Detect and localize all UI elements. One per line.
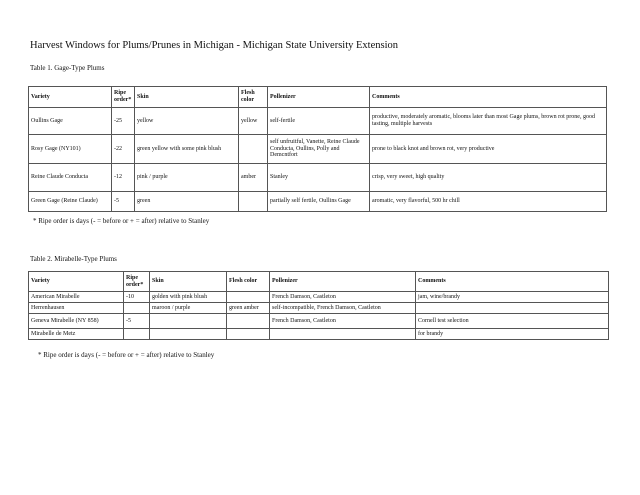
table-row xyxy=(29,135,607,164)
header-variety: Variety xyxy=(29,87,112,108)
header-variety: Variety xyxy=(29,272,124,292)
table2-caption: Table 2. Mirabelle-Type Plums xyxy=(30,255,117,263)
header-ripe-order: Ripe order* xyxy=(112,87,135,108)
cell-skin: maroon / purple xyxy=(150,303,227,314)
cell-variety: Herrenhausen xyxy=(29,303,124,314)
cell-skin xyxy=(150,314,227,329)
cell-ripe-order: -25 xyxy=(112,108,135,135)
cell-flesh-color: amber xyxy=(239,164,268,192)
cell-comments: crisp, very sweet, high quality xyxy=(370,164,607,192)
page-title: Harvest Windows for Plums/Prunes in Michigan - Michigan State University Extension xyxy=(30,40,399,51)
table-row xyxy=(29,303,609,314)
cell-comments: productive, moderately aromatic, blooms later than most Gage plums, brown rot prone, good tasting, multiple harvests xyxy=(370,108,607,135)
table2-footnote: * Ripe order is days (- = before or + = after) relative to Stanley xyxy=(38,351,215,359)
header-pollenizer: Pollenizer xyxy=(270,272,416,292)
cell-flesh-color xyxy=(227,329,270,340)
cell-ripe-order: -5 xyxy=(124,314,150,329)
table-row xyxy=(29,329,609,340)
cell-variety: Oullins Gage xyxy=(29,108,112,135)
cell-ripe-order: -10 xyxy=(124,292,150,303)
cell-comments: jam, wine/brandy xyxy=(416,292,609,303)
cell-comments xyxy=(416,303,609,314)
table-row xyxy=(29,108,607,135)
table-row xyxy=(29,164,607,192)
table1-caption: Table 1. Gage-Type Plums xyxy=(30,64,105,72)
table1-footnote: * Ripe order is days (- = before or + = after) relative to Stanley xyxy=(33,217,210,225)
header-skin: Skin xyxy=(135,87,239,108)
cell-flesh-color xyxy=(227,292,270,303)
header-flesh-color: Flesh color xyxy=(239,87,268,108)
cell-ripe-order: -22 xyxy=(112,135,135,164)
table-row xyxy=(29,192,607,212)
cell-pollenizer xyxy=(270,329,416,340)
cell-comments: Cornell test selection xyxy=(416,314,609,329)
cell-skin: green yellow with some pink blush xyxy=(135,135,239,164)
header-pollenizer: Pollenizer xyxy=(268,87,370,108)
cell-skin: yellow xyxy=(135,108,239,135)
cell-skin: golden with pink blush xyxy=(150,292,227,303)
cell-flesh-color: green amber xyxy=(227,303,270,314)
cell-ripe-order xyxy=(124,329,150,340)
cell-variety: Rosy Gage (NY101) xyxy=(29,135,112,164)
cell-skin: pink / purple xyxy=(135,164,239,192)
table-header-row xyxy=(29,272,609,292)
cell-comments: aromatic, very flavorful, 500 hr chill xyxy=(370,192,607,212)
cell-pollenizer: Stanley xyxy=(268,164,370,192)
cell-variety: Green Gage (Reine Claude) xyxy=(29,192,112,212)
cell-pollenizer: French Damson, Castleton xyxy=(270,314,416,329)
cell-ripe-order: -12 xyxy=(112,164,135,192)
header-comments: Comments xyxy=(370,87,607,108)
cell-comments: prone to black knot and brown rot, very productive xyxy=(370,135,607,164)
cell-pollenizer: partially self fertile, Oullins Gage xyxy=(268,192,370,212)
table-header-row xyxy=(29,87,607,108)
cell-variety: Reine Claude Conducta xyxy=(29,164,112,192)
header-ripe-order: Ripe order* xyxy=(124,272,150,292)
cell-variety: Geneva Mirabelle (NY 858) xyxy=(29,314,124,329)
table-row xyxy=(29,314,609,329)
header-flesh-color: Flesh color xyxy=(227,272,270,292)
cell-flesh-color: yellow xyxy=(239,108,268,135)
cell-comments: for brandy xyxy=(416,329,609,340)
cell-ripe-order xyxy=(124,303,150,314)
cell-pollenizer: self-fertile xyxy=(268,108,370,135)
cell-skin: green xyxy=(135,192,239,212)
cell-flesh-color xyxy=(239,192,268,212)
cell-pollenizer: self-incompatible, French Damson, Castleton xyxy=(270,303,416,314)
table-row xyxy=(29,292,609,303)
mirabelle-plums-table xyxy=(28,271,609,340)
header-comments: Comments xyxy=(416,272,609,292)
cell-ripe-order: -5 xyxy=(112,192,135,212)
header-skin: Skin xyxy=(150,272,227,292)
cell-flesh-color xyxy=(239,135,268,164)
cell-skin xyxy=(150,329,227,340)
gage-plums-table xyxy=(28,86,607,212)
cell-variety: Mirabelle de Metz xyxy=(29,329,124,340)
cell-pollenizer: French Damson, Castleton xyxy=(270,292,416,303)
cell-pollenizer: self unfruitful, Vanette, Reine Claude Conducta, Oullins, Polly and Demcntfort xyxy=(268,135,370,164)
cell-variety: American Mirabelle xyxy=(29,292,124,303)
cell-flesh-color xyxy=(227,314,270,329)
